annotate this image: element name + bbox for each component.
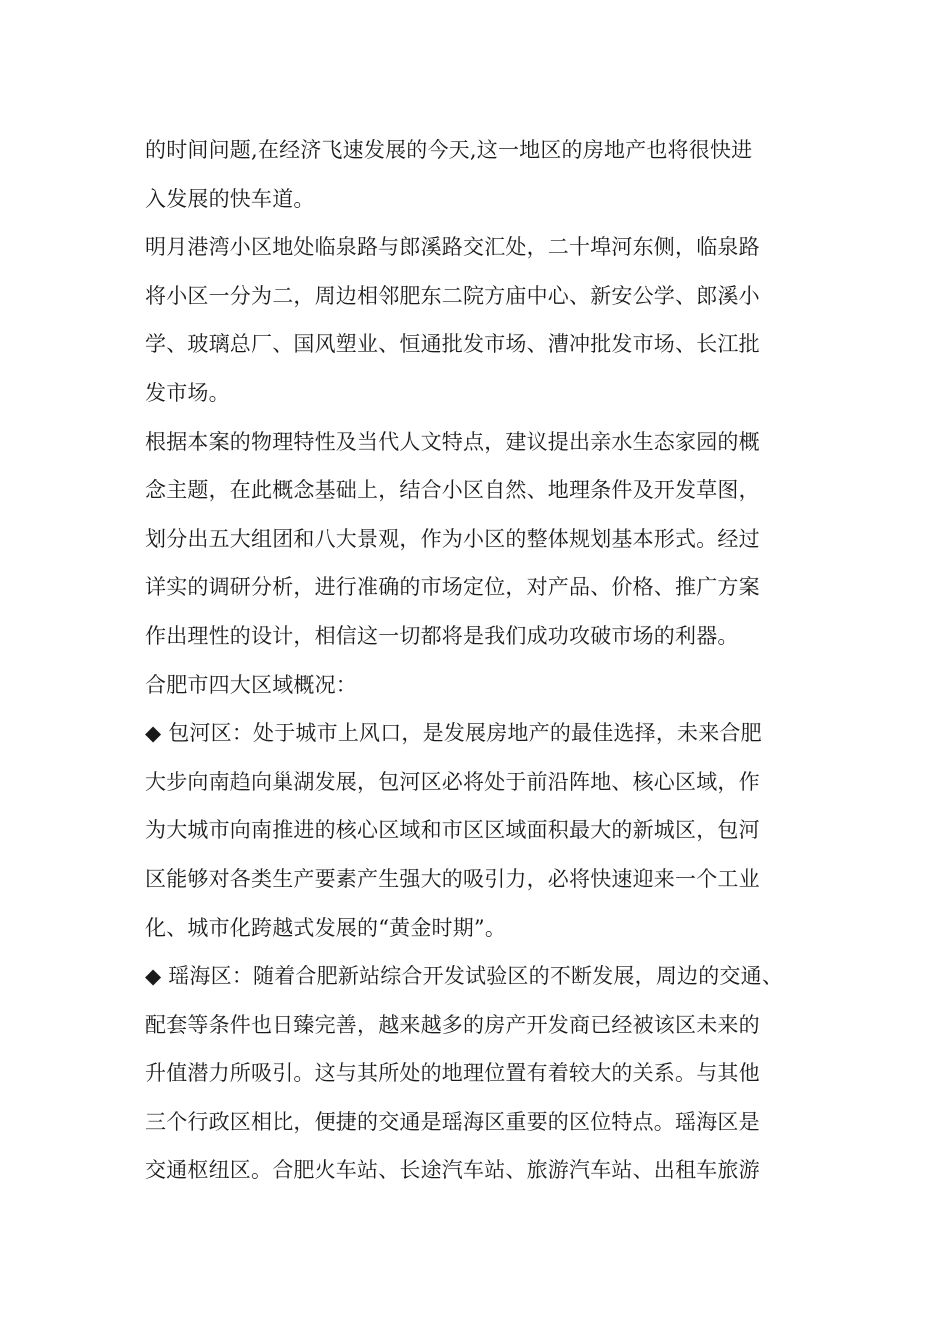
- text-line: 学、玻璃总厂、国风塑业、恒通批发市场、漕冲批发市场、长江批: [145, 332, 760, 357]
- text-line: 明月港湾小区地处临泉路与郎溪路交汇处，二十埠河东侧，临泉路: [145, 235, 760, 260]
- bullet-item-yaohai: ◆ 瑶海区：随着合肥新站综合开发试验区的不断发展，周边的交通、: [145, 964, 784, 989]
- text-line: 发市场。: [145, 380, 230, 405]
- bullet-item-baohe: ◆ 包河区：处于城市上风口，是发展房地产的最佳选择，未来合肥: [145, 721, 762, 746]
- body-text: [145, 126, 825, 1195]
- text-line: 大步向南趋向巢湖发展，包河区必将处于前沿阵地、核心区域，作: [145, 769, 760, 794]
- text-line: 升值潜力所吸引。这与其所处的地理位置有着较大的关系。与其他: [145, 1061, 760, 1086]
- text-line: 配套等条件也日臻完善，越来越多的房产开发商已经被该区未来的: [145, 1012, 760, 1037]
- text-line: 作出理性的设计，相信这一切都将是我们成功攻破市场的利器。: [145, 623, 739, 648]
- section-heading: 合肥市四大区域概况：: [145, 672, 357, 697]
- text-line: 入发展的快车道。: [145, 186, 315, 211]
- text-line: 交通枢纽区。合肥火车站、长途汽车站、旅游汽车站、出租车旅游: [145, 1158, 760, 1183]
- text-line: 划分出五大组团和八大景观，作为小区的整体规划基本形式。经过: [145, 526, 760, 551]
- text-line: 将小区一分为二，周边相邻肥东二院方庙中心、新安公学、郎溪小: [145, 283, 760, 308]
- text-line: 详实的调研分析，进行准确的市场定位，对产品、价格、推广方案: [145, 575, 760, 600]
- text-line: 为大城市向南推进的核心区域和市区区域面积最大的新城区，包河: [145, 818, 760, 843]
- text-line: 区能够对各类生产要素产生强大的吸引力，必将快速迎来一个工业: [145, 866, 760, 891]
- text-line: 三个行政区相比，便捷的交通是瑶海区重要的区位特点。瑶海区是: [145, 1109, 760, 1134]
- text-line: 根据本案的物理特性及当代人文特点，建议提出亲水生态家园的概: [145, 429, 760, 454]
- text-line: 念主题，在此概念基础上，结合小区自然、地理条件及开发草图，: [145, 478, 760, 503]
- text-line: 的时间问题,在经济飞速发展的今天,这一地区的房地产也将很快进: [145, 138, 753, 162]
- text-line: 化、城市化跨越式发展的“黄金时期”。: [145, 915, 507, 940]
